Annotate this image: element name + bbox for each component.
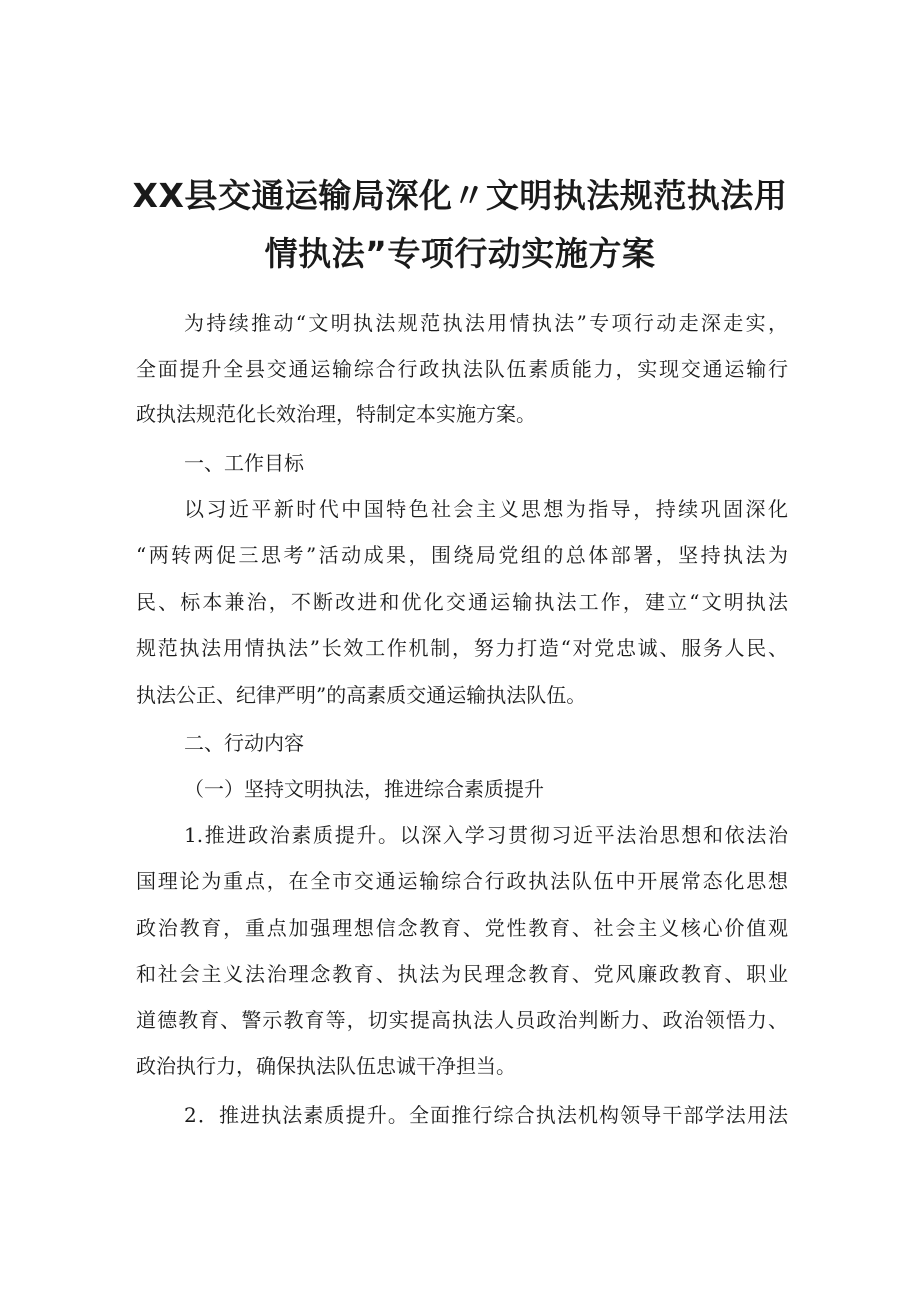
paragraph-intro-line-2: 全面提升全县交通运输综合行政执法队伍素质能力，实现交通运输行 xyxy=(136,357,788,381)
paragraph-item-1-line-2: 国理论为重点，在全市交通运输综合行政执法队伍中开展常态化思想 xyxy=(136,869,788,893)
paragraph-intro-line-3: 政执法规范化长效治理，特制定本实施方案。 xyxy=(136,402,536,426)
document-title-line-2: 情执法”专项行动实施方案 xyxy=(264,234,656,273)
paragraph-intro-line-1: 为持续推动“文明执法规范执法用情执法”专项行动走深走实， xyxy=(184,311,788,335)
document-title-line-1: XX县交通运输局深化〃文明执法规范执法用 xyxy=(132,176,788,215)
paragraph-item-2-line-1: 2．推进执法素质提升。全面推行综合执法机构领导干部学法用法 xyxy=(184,1103,788,1127)
paragraph-goals-line-3: 民、标本兼治，不断改进和优化交通运输执法工作，建立“文明执法 xyxy=(136,590,788,614)
paragraph-item-1-line-6: 政治执行力，确保执法队伍忠诚干净担当。 xyxy=(136,1054,516,1078)
paragraph-goals-line-1: 以习近平新时代中国特色社会主义思想为指导，持续巩固深化 xyxy=(184,497,788,521)
paragraph-item-1-line-1: 1.推进政治素质提升。以深入学习贯彻习近平法治思想和依法治 xyxy=(184,823,788,847)
section-heading-goals: 一、工作目标 xyxy=(184,451,304,475)
paragraph-item-1-line-5: 道德教育、警示教育等，切实提高执法人员政治判断力、政治领悟力、 xyxy=(136,1008,788,1032)
paragraph-item-1-line-3: 政治教育，重点加强理想信念教育、党性教育、社会主义核心价值观 xyxy=(136,916,788,940)
subsection-heading-1: （一）坚持文明执法，推进综合素质提升 xyxy=(184,777,544,801)
paragraph-goals-line-5: 执法公正、纪律严明”的高素质交通运输执法队伍。 xyxy=(136,683,587,707)
section-heading-actions: 二、行动内容 xyxy=(184,731,304,755)
paragraph-goals-line-4: 规范执法用情执法”长效工作机制，努力打造“对党忠诚、服务人民、 xyxy=(136,636,788,660)
paragraph-goals-line-2: “两转两促三思考”活动成果，围绕局党组的总体部署，坚持执法为 xyxy=(136,543,788,567)
paragraph-item-1-line-4: 和社会主义法治理念教育、执法为民理念教育、党风廉政教育、职业 xyxy=(136,962,788,986)
